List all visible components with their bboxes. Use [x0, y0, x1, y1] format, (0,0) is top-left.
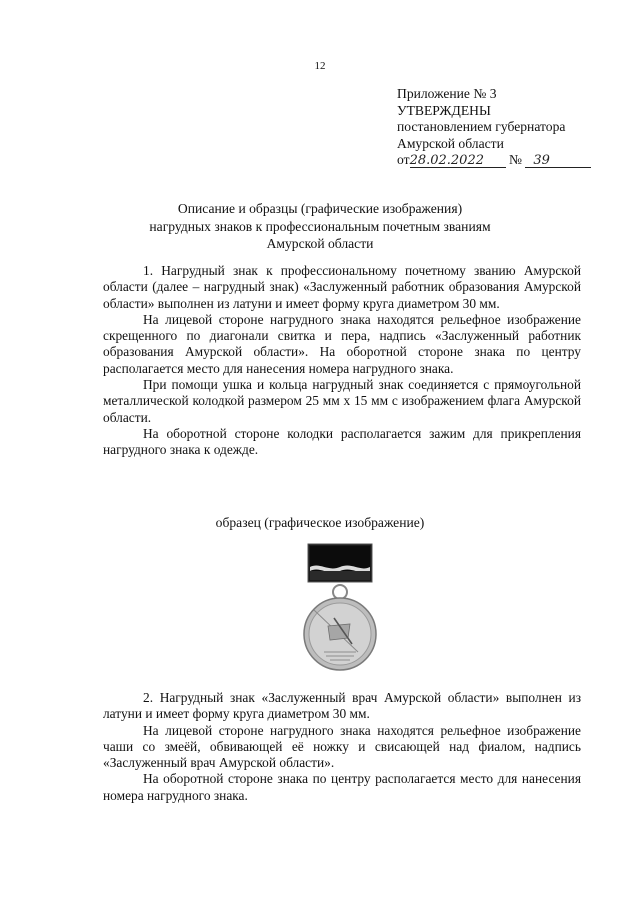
number-prefix: № — [508, 152, 522, 167]
date-number-line — [397, 152, 591, 169]
section-1-paragraph-3: При помощи ушка и кольца нагрудный знак соединяется с прямоугольной металлической колодкой размером 25 мм x 15 мм с изображением флага Амурской области. — [103, 377, 581, 425]
region-label: Амурской области — [397, 135, 504, 151]
section-2-paragraph-1: 2. Нагрудный знак «Заслуженный врач Амурской области» выполнен из латуни и имеет форму круга диаметром 30 мм. — [103, 690, 581, 722]
approval-block — [397, 86, 591, 169]
appendix-number: Приложение № 3 — [397, 86, 497, 101]
section-2-paragraph-3: На оборотной стороне знака по центру располагается место для нанесения номера нагрудного знака. — [103, 771, 581, 803]
section-2 — [103, 690, 581, 804]
section-2-paragraph-2: На лицевой стороне нагрудного знака находятся рельефное изображение чаши со змеёй, обвивающей её ножку и свисающей над фиалом, надпись «Заслуженный врач Амурской области». — [103, 722, 581, 771]
handwritten-number: 39 — [525, 154, 591, 168]
section-1-paragraph-2: На лицевой стороне нагрудного знака находятся рельефное изображение скрещенного по диагонали свитка и пера, надпись «Заслуженный работник образования Амурской области». На оборотной стороне знака по центру располагается место для нанесения номера нагрудного знака. — [103, 311, 581, 376]
heading-line-2: нагрудных знаков к профессиональным почетным званиям — [149, 218, 491, 234]
approved-label: УТВЕРЖДЕНЫ — [397, 102, 491, 118]
sample-label: образец (графическое изображение) — [215, 515, 425, 530]
resolution-label: постановлением губернатора — [397, 119, 566, 134]
heading-line-3: Амурской области — [266, 236, 374, 251]
date-prefix: от — [397, 152, 410, 167]
section-1-paragraph-4: На оборотной стороне колодки располагается зажим для прикрепления нагрудного знака к одежде. — [103, 425, 581, 458]
section-1-paragraph-1: 1. Нагрудный знак к профессиональному почетному званию Амурской области (далее – нагрудный знак) «Заслуженный работник образования Амурской области» выполнен из латуни и имеет форму круга диаметром 30 мм. — [103, 263, 581, 311]
document-heading — [0, 200, 640, 253]
badge-image — [290, 540, 390, 672]
page-number: 12 — [314, 60, 326, 72]
heading-line-1: Описание и образцы (графические изображения) — [177, 201, 463, 216]
section-1 — [103, 263, 581, 459]
handwritten-date: 28.02.2022 — [410, 154, 506, 168]
